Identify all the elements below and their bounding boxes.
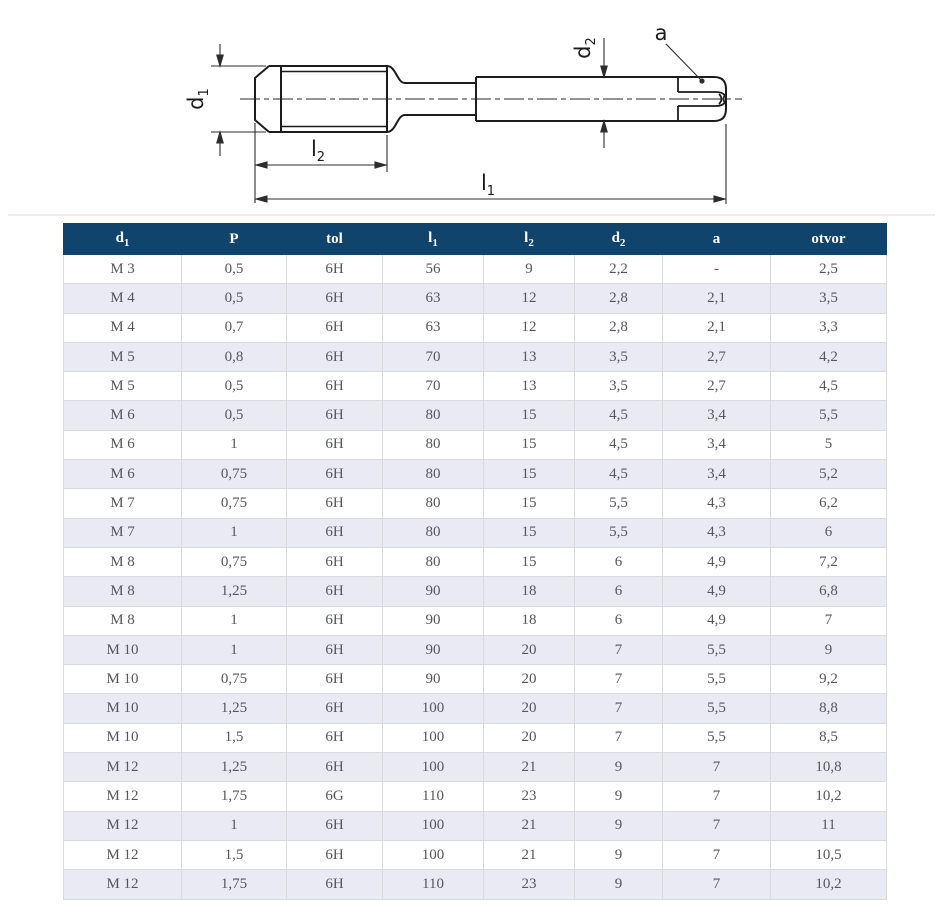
arrow-d1-top bbox=[217, 55, 223, 66]
cell: 6,2 bbox=[771, 489, 887, 518]
table-row bbox=[64, 342, 887, 371]
dim-d2 bbox=[601, 38, 607, 148]
cell: 7 bbox=[663, 840, 771, 869]
table-row bbox=[64, 401, 887, 430]
cell: 18 bbox=[484, 606, 575, 635]
cell: 6H bbox=[287, 401, 383, 430]
table-row bbox=[64, 635, 887, 664]
column-header: $l_2$ bbox=[484, 224, 575, 255]
cell: 5,5 bbox=[663, 694, 771, 723]
cell: - bbox=[663, 255, 771, 284]
cell: M 8 bbox=[64, 547, 182, 576]
cell: 5,2 bbox=[771, 460, 887, 489]
arrow-d2-bottom bbox=[601, 121, 607, 132]
table-row bbox=[64, 518, 887, 547]
cell: 1,75 bbox=[182, 782, 287, 811]
dim-label-d1: $d_1$ bbox=[184, 88, 212, 110]
cell: 7 bbox=[663, 870, 771, 899]
cell: 80 bbox=[383, 489, 484, 518]
cell: 23 bbox=[484, 870, 575, 899]
cell: 5 bbox=[771, 430, 887, 459]
cell: 0,8 bbox=[182, 342, 287, 371]
cell: M 12 bbox=[64, 840, 182, 869]
cell: 6H bbox=[287, 577, 383, 606]
table-row bbox=[64, 577, 887, 606]
table-row bbox=[64, 870, 887, 899]
cell: 4,9 bbox=[663, 547, 771, 576]
cell: 3,4 bbox=[663, 430, 771, 459]
table-row bbox=[64, 811, 887, 840]
dim-label-a: a bbox=[654, 21, 668, 45]
table-row bbox=[64, 694, 887, 723]
cell: 100 bbox=[383, 723, 484, 752]
cell: 0,75 bbox=[182, 489, 287, 518]
cell: M 10 bbox=[64, 694, 182, 723]
dim-label-d2: $d_2$ bbox=[571, 37, 599, 59]
cell: 6 bbox=[575, 547, 663, 576]
cell: 6G bbox=[287, 782, 383, 811]
table-row bbox=[64, 665, 887, 694]
cell: 80 bbox=[383, 430, 484, 459]
table-row bbox=[64, 782, 887, 811]
cell: 15 bbox=[484, 430, 575, 459]
cell: 7,2 bbox=[771, 547, 887, 576]
table-row bbox=[64, 313, 887, 342]
cell: 1,25 bbox=[182, 577, 287, 606]
cell: 1,75 bbox=[182, 870, 287, 899]
dim-label-l2: $l_2$ bbox=[310, 137, 326, 165]
cell: 0,5 bbox=[182, 401, 287, 430]
cell: 1,5 bbox=[182, 840, 287, 869]
cell: 70 bbox=[383, 372, 484, 401]
cell: 80 bbox=[383, 460, 484, 489]
table-row bbox=[64, 840, 887, 869]
cell: 3,5 bbox=[771, 284, 887, 313]
cell: 9 bbox=[771, 635, 887, 664]
cell: M 4 bbox=[64, 284, 182, 313]
cell: M 5 bbox=[64, 342, 182, 371]
cell: 100 bbox=[383, 694, 484, 723]
cell: 7 bbox=[575, 694, 663, 723]
table-row bbox=[64, 460, 887, 489]
cell: 4,9 bbox=[663, 606, 771, 635]
cell: 10,2 bbox=[771, 782, 887, 811]
table-row bbox=[64, 489, 887, 518]
cell: 10,5 bbox=[771, 840, 887, 869]
cell: 3,4 bbox=[663, 460, 771, 489]
cell: 3,5 bbox=[575, 372, 663, 401]
dim-label-l1: $l_1$ bbox=[480, 171, 496, 199]
table-row bbox=[64, 753, 887, 782]
spec-table-wrapper bbox=[63, 223, 943, 900]
cell: 2,1 bbox=[663, 284, 771, 313]
cell: 2,1 bbox=[663, 313, 771, 342]
cell: M 12 bbox=[64, 753, 182, 782]
cell: 18 bbox=[484, 577, 575, 606]
cell: 1 bbox=[182, 518, 287, 547]
cell: 5,5 bbox=[575, 518, 663, 547]
tap-drawing-svg bbox=[0, 0, 943, 220]
cell: M 8 bbox=[64, 606, 182, 635]
cell: M 12 bbox=[64, 870, 182, 899]
cell: 6H bbox=[287, 723, 383, 752]
arrow-l2-left bbox=[256, 162, 267, 168]
cell: 0,7 bbox=[182, 313, 287, 342]
cell: 12 bbox=[484, 284, 575, 313]
cell: 15 bbox=[484, 460, 575, 489]
cell: 6H bbox=[287, 342, 383, 371]
cell: 110 bbox=[383, 782, 484, 811]
cell: 0,5 bbox=[182, 372, 287, 401]
cell: 9,2 bbox=[771, 665, 887, 694]
table-row bbox=[64, 723, 887, 752]
cell: 8,8 bbox=[771, 694, 887, 723]
cell: 1,25 bbox=[182, 694, 287, 723]
cell: 7 bbox=[771, 606, 887, 635]
cell: 6H bbox=[287, 518, 383, 547]
table-row bbox=[64, 430, 887, 459]
cell: 7 bbox=[575, 665, 663, 694]
cell: 2,8 bbox=[575, 284, 663, 313]
cell: 4,9 bbox=[663, 577, 771, 606]
leader-a-dot bbox=[699, 78, 704, 83]
cell: 6,8 bbox=[771, 577, 887, 606]
spec-table bbox=[63, 223, 887, 900]
arrow-d1-bottom bbox=[217, 132, 223, 143]
table-row bbox=[64, 372, 887, 401]
cell: 63 bbox=[383, 313, 484, 342]
cell: 11 bbox=[771, 811, 887, 840]
cell: 6 bbox=[575, 577, 663, 606]
cell: 80 bbox=[383, 547, 484, 576]
cell: 6H bbox=[287, 811, 383, 840]
cell: M 7 bbox=[64, 489, 182, 518]
cell: 6H bbox=[287, 665, 383, 694]
cell: 90 bbox=[383, 577, 484, 606]
cell: 15 bbox=[484, 518, 575, 547]
cell: 80 bbox=[383, 401, 484, 430]
cell: 13 bbox=[484, 372, 575, 401]
cell: 12 bbox=[484, 313, 575, 342]
tap-technical-drawing bbox=[0, 0, 943, 220]
cell: 1 bbox=[182, 430, 287, 459]
cell: 0,5 bbox=[182, 284, 287, 313]
cell: 1 bbox=[182, 635, 287, 664]
cell: M 6 bbox=[64, 460, 182, 489]
cell: 56 bbox=[383, 255, 484, 284]
cell: 5,5 bbox=[663, 635, 771, 664]
spec-table-body bbox=[64, 255, 887, 900]
section-divider bbox=[8, 214, 935, 216]
cell: 7 bbox=[663, 782, 771, 811]
cell: 15 bbox=[484, 489, 575, 518]
arrow-l2-right bbox=[375, 162, 386, 168]
column-header: a bbox=[663, 224, 771, 255]
table-row bbox=[64, 606, 887, 635]
cell: 90 bbox=[383, 606, 484, 635]
cell: M 12 bbox=[64, 782, 182, 811]
cell: 9 bbox=[575, 870, 663, 899]
cell: 21 bbox=[484, 753, 575, 782]
cell: 23 bbox=[484, 782, 575, 811]
cell: M 10 bbox=[64, 723, 182, 752]
cell: 9 bbox=[575, 753, 663, 782]
cell: 5,5 bbox=[663, 723, 771, 752]
cell: 6H bbox=[287, 430, 383, 459]
cell: 90 bbox=[383, 665, 484, 694]
cell: 4,5 bbox=[575, 460, 663, 489]
table-row bbox=[64, 284, 887, 313]
cell: 15 bbox=[484, 547, 575, 576]
cell: 6H bbox=[287, 313, 383, 342]
cell: 9 bbox=[575, 782, 663, 811]
cell: 15 bbox=[484, 401, 575, 430]
column-header: $l_1$ bbox=[383, 224, 484, 255]
cell: 20 bbox=[484, 723, 575, 752]
cell: 70 bbox=[383, 342, 484, 371]
cell: 6H bbox=[287, 606, 383, 635]
cell: M 10 bbox=[64, 635, 182, 664]
cell: 2,5 bbox=[771, 255, 887, 284]
cell: 6H bbox=[287, 460, 383, 489]
cell: 4,3 bbox=[663, 489, 771, 518]
cell: 100 bbox=[383, 811, 484, 840]
cell: 6H bbox=[287, 840, 383, 869]
cell: M 12 bbox=[64, 811, 182, 840]
cell: M 5 bbox=[64, 372, 182, 401]
cell: 1,5 bbox=[182, 723, 287, 752]
cell: 6H bbox=[287, 870, 383, 899]
cell: 1,25 bbox=[182, 753, 287, 782]
cell: 4,5 bbox=[575, 401, 663, 430]
cell: 20 bbox=[484, 665, 575, 694]
cell: 0,75 bbox=[182, 547, 287, 576]
arrow-d2-top bbox=[601, 66, 607, 77]
cell: 10,8 bbox=[771, 753, 887, 782]
cell: 20 bbox=[484, 694, 575, 723]
cell: 13 bbox=[484, 342, 575, 371]
cell: 7 bbox=[575, 723, 663, 752]
cell: 6 bbox=[575, 606, 663, 635]
column-header: tol bbox=[287, 224, 383, 255]
cell: 4,3 bbox=[663, 518, 771, 547]
cell: 3,3 bbox=[771, 313, 887, 342]
cell: M 4 bbox=[64, 313, 182, 342]
cell: 6H bbox=[287, 284, 383, 313]
cell: M 6 bbox=[64, 430, 182, 459]
cell: M 3 bbox=[64, 255, 182, 284]
cell: M 6 bbox=[64, 401, 182, 430]
cell: 7 bbox=[663, 811, 771, 840]
cell: 3,5 bbox=[575, 342, 663, 371]
cell: 2,7 bbox=[663, 342, 771, 371]
cell: 80 bbox=[383, 518, 484, 547]
cell: 63 bbox=[383, 284, 484, 313]
arrow-l1-right bbox=[714, 196, 725, 202]
table-row bbox=[64, 255, 887, 284]
cell: 20 bbox=[484, 635, 575, 664]
cell: 8,5 bbox=[771, 723, 887, 752]
cell: 9 bbox=[575, 811, 663, 840]
cell: 7 bbox=[575, 635, 663, 664]
cell: 1 bbox=[182, 606, 287, 635]
column-header: P bbox=[182, 224, 287, 255]
cell: 4,5 bbox=[771, 372, 887, 401]
cell: 9 bbox=[575, 840, 663, 869]
cell: 2,8 bbox=[575, 313, 663, 342]
cell: 6H bbox=[287, 255, 383, 284]
cell: 100 bbox=[383, 840, 484, 869]
cell: 2,7 bbox=[663, 372, 771, 401]
arrow-l1-left bbox=[256, 196, 267, 202]
cell: M 10 bbox=[64, 665, 182, 694]
cell: 5,5 bbox=[771, 401, 887, 430]
column-header: $d_2$ bbox=[575, 224, 663, 255]
column-header: otvor bbox=[771, 224, 887, 255]
cell: 5,5 bbox=[663, 665, 771, 694]
cell: 2,2 bbox=[575, 255, 663, 284]
cell: 0,5 bbox=[182, 255, 287, 284]
cell: M 7 bbox=[64, 518, 182, 547]
cell: 7 bbox=[663, 753, 771, 782]
cell: 9 bbox=[484, 255, 575, 284]
cell: 4,2 bbox=[771, 342, 887, 371]
cell: 6H bbox=[287, 547, 383, 576]
cell: 6H bbox=[287, 635, 383, 664]
cell: 6H bbox=[287, 372, 383, 401]
cell: 6H bbox=[287, 694, 383, 723]
cell: 6 bbox=[771, 518, 887, 547]
cell: M 8 bbox=[64, 577, 182, 606]
cell: 1 bbox=[182, 811, 287, 840]
cell: 21 bbox=[484, 811, 575, 840]
cell: 3,4 bbox=[663, 401, 771, 430]
cell: 6H bbox=[287, 753, 383, 782]
table-row bbox=[64, 547, 887, 576]
cell: 110 bbox=[383, 870, 484, 899]
cell: 6H bbox=[287, 489, 383, 518]
cell: 21 bbox=[484, 840, 575, 869]
column-header: $d_1$ bbox=[64, 224, 182, 255]
cell: 10,2 bbox=[771, 870, 887, 899]
cell: 4,5 bbox=[575, 430, 663, 459]
cell: 90 bbox=[383, 635, 484, 664]
cell: 100 bbox=[383, 753, 484, 782]
cell: 5,5 bbox=[575, 489, 663, 518]
cell: 0,75 bbox=[182, 460, 287, 489]
cell: 0,75 bbox=[182, 665, 287, 694]
spec-table-header bbox=[64, 224, 887, 255]
dim-d1 bbox=[211, 44, 266, 156]
